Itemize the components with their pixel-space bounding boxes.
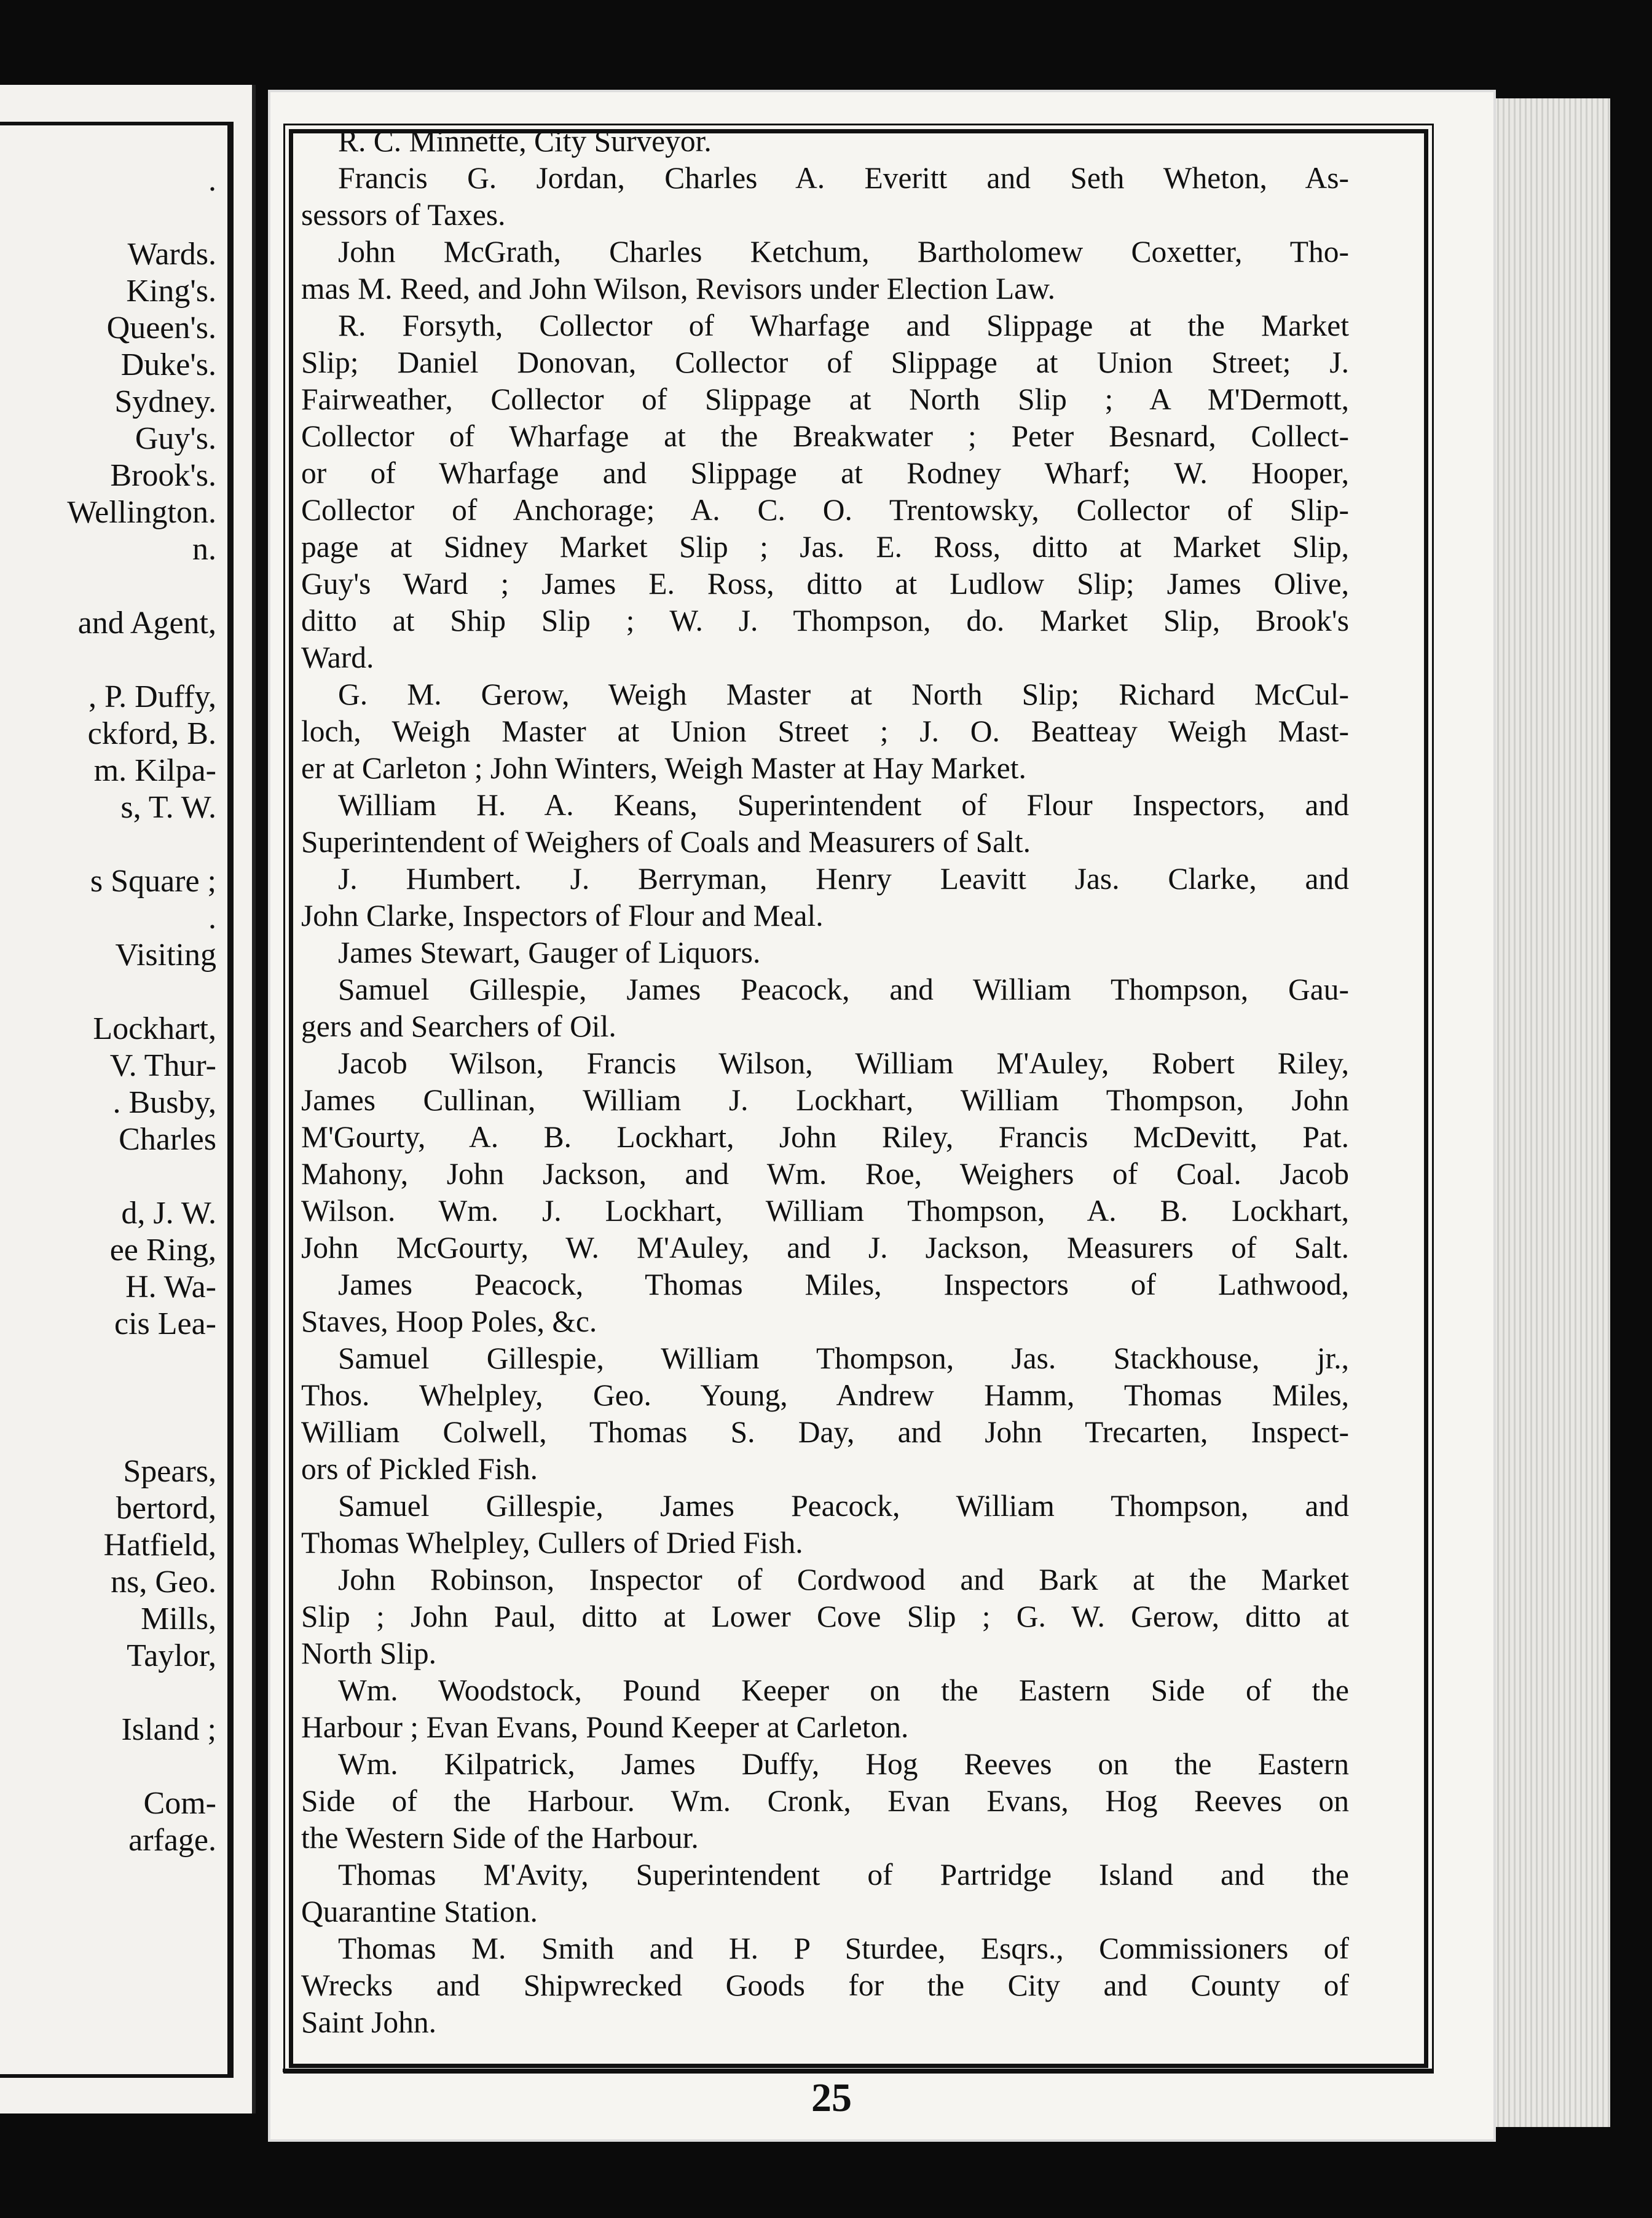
text-line: Thomas M. Smith and H. P Sturdee, Esqrs., Commissioners of bbox=[338, 1932, 1349, 1965]
text-line: Slip; Daniel Donovan, Collector of Slippage at Union Street; J. bbox=[301, 345, 1349, 379]
left-page-line: Brook's. bbox=[110, 458, 216, 493]
text-line: Jacob Wilson, Francis Wilson, William M'Auley, Robert Riley, bbox=[338, 1046, 1349, 1080]
text-line: loch, Weigh Master at Union Street ; J. O. Beatteay Weigh Mast- bbox=[301, 714, 1349, 748]
text-line: John Clarke, Inspectors of Flour and Meal. bbox=[301, 899, 824, 933]
text-line: John McGrath, Charles Ketchum, Bartholomew Coxetter, Tho- bbox=[338, 235, 1349, 269]
left-page-line: . bbox=[208, 901, 216, 936]
text-line: Superintendent of Weighers of Coals and Measurers of Salt. bbox=[301, 825, 1031, 859]
left-page-line: ns, Geo. bbox=[111, 1565, 216, 1600]
text-line: mas M. Reed, and John Wilson, Revisors under Election Law. bbox=[301, 272, 1056, 306]
left-page-line: H. Wa- bbox=[125, 1269, 216, 1304]
left-page-line: Queen's. bbox=[106, 310, 216, 345]
left-page-line: d, J. W. bbox=[121, 1196, 216, 1231]
text-line: Mahony, John Jackson, and Wm. Roe, Weighers of Coal. Jacob bbox=[301, 1157, 1349, 1191]
text-line: Francis G. Jordan, Charles A. Everitt and Seth Wheton, As- bbox=[338, 161, 1349, 195]
left-page-line: V. Thur- bbox=[109, 1048, 216, 1083]
left-page-line: bertord, bbox=[116, 1491, 216, 1526]
left-page-line: Taylor, bbox=[127, 1638, 216, 1673]
page-body-text bbox=[301, 123, 1349, 2041]
text-line: the Western Side of the Harbour. bbox=[301, 1821, 699, 1855]
text-line: Collector of Wharfage at the Breakwater ; Peter Besnard, Collect- bbox=[301, 419, 1349, 453]
text-line: North Slip. bbox=[301, 1636, 437, 1670]
text-line: Staves, Hoop Poles, &c. bbox=[301, 1304, 597, 1338]
page-number: 25 bbox=[811, 2075, 852, 2120]
text-line: G. M. Gerow, Weigh Master at North Slip; Richard McCul- bbox=[338, 677, 1349, 711]
text-line: James Peacock, Thomas Miles, Inspectors of Lathwood, bbox=[338, 1268, 1349, 1301]
left-page-line: King's. bbox=[126, 274, 216, 309]
text-line: Samuel Gillespie, James Peacock, William Thompson, and bbox=[338, 1489, 1349, 1523]
text-line: er at Carleton ; John Winters, Weigh Master at Hay Market. bbox=[301, 751, 1026, 785]
left-page-line: Visiting bbox=[115, 937, 216, 973]
text-line: John Robinson, Inspector of Cordwood and Bark at the Market bbox=[338, 1563, 1349, 1596]
left-page-line: Duke's. bbox=[120, 347, 216, 382]
left-page-text-block bbox=[0, 122, 234, 2078]
text-line: J. Humbert. J. Berryman, Henry Leavitt Jas. Clarke, and bbox=[338, 862, 1349, 896]
left-page-line: m. Kilpa- bbox=[93, 753, 216, 788]
text-line: Collector of Anchorage; A. C. O. Trentowsky, Collector of Slip- bbox=[301, 493, 1349, 527]
left-page-line: . bbox=[208, 163, 216, 198]
left-page-line: Wards. bbox=[127, 237, 216, 272]
text-line: Wm. Kilpatrick, James Duffy, Hog Reeves on the Eastern bbox=[338, 1747, 1349, 1781]
left-page-line: Lockhart, bbox=[93, 1011, 216, 1046]
left-page-line: s Square ; bbox=[90, 864, 216, 899]
text-line: Fairweather, Collector of Slippage at North Slip ; A M'Dermott, bbox=[301, 382, 1349, 416]
left-page-line: Hatfield, bbox=[103, 1528, 216, 1563]
text-line: ditto at Ship Slip ; W. J. Thompson, do. Market Slip, Brook's bbox=[301, 604, 1349, 637]
text-line: Slip ; John Paul, ditto at Lower Cove Slip ; G. W. Gerow, ditto at bbox=[301, 1600, 1349, 1633]
text-line: Thos. Whelpley, Geo. Young, Andrew Hamm, Thomas Miles, bbox=[301, 1378, 1349, 1412]
text-line: Saint John. bbox=[301, 2005, 437, 2039]
left-page-line: ee Ring, bbox=[109, 1233, 216, 1268]
left-page-line: , P. Duffy, bbox=[88, 679, 216, 714]
right-page bbox=[270, 92, 1493, 2139]
text-line: Wm. Woodstock, Pound Keeper on the Eastern Side of the bbox=[338, 1673, 1349, 1707]
text-line: sessors of Taxes. bbox=[301, 198, 506, 232]
text-line: Ward. bbox=[301, 641, 374, 674]
text-line: Samuel Gillespie, James Peacock, and William Thompson, Gau- bbox=[338, 973, 1349, 1006]
book-page-edges bbox=[1493, 98, 1610, 2127]
text-line: William Colwell, Thomas S. Day, and John Trecarten, Inspect- bbox=[301, 1415, 1349, 1449]
left-page-line: . Busby, bbox=[112, 1085, 216, 1120]
text-line: Quarantine Station. bbox=[301, 1895, 538, 1928]
left-page-line: n. bbox=[192, 532, 216, 567]
text-line: Samuel Gillespie, William Thompson, Jas. Stackhouse, jr., bbox=[338, 1341, 1349, 1375]
text-line: James Stewart, Gauger of Liquors. bbox=[338, 936, 761, 969]
left-page-line: arfage. bbox=[128, 1823, 216, 1858]
left-page-line: and Agent, bbox=[77, 606, 216, 641]
text-line: ors of Pickled Fish. bbox=[301, 1452, 538, 1486]
text-line: M'Gourty, A. B. Lockhart, John Riley, Francis McDevitt, Pat. bbox=[301, 1120, 1349, 1154]
left-page-line: s, T. W. bbox=[120, 790, 216, 825]
left-page-line: Sydney. bbox=[114, 384, 216, 419]
left-page-line: cis Lea- bbox=[114, 1306, 216, 1341]
text-line: gers and Searchers of Oil. bbox=[301, 1009, 616, 1043]
text-line: John McGourty, W. M'Auley, and J. Jackson, Measurers of Salt. bbox=[301, 1231, 1349, 1265]
text-line: William H. A. Keans, Superintendent of Flour Inspectors, and bbox=[338, 788, 1349, 822]
left-page-line: Com- bbox=[143, 1786, 216, 1821]
left-page-line: Wellington. bbox=[67, 495, 216, 530]
text-line: Wilson. Wm. J. Lockhart, William Thompson, A. B. Lockhart, bbox=[301, 1194, 1349, 1228]
left-page-line: Guy's. bbox=[135, 421, 216, 456]
left-page-line: Charles bbox=[119, 1122, 216, 1157]
text-line: Thomas Whelpley, Cullers of Dried Fish. bbox=[301, 1526, 803, 1560]
left-page-line: Mills, bbox=[141, 1601, 216, 1636]
text-line: Harbour ; Evan Evans, Pound Keeper at Carleton. bbox=[301, 1710, 909, 1744]
text-line: Wrecks and Shipwrecked Goods for the City and County of bbox=[301, 1968, 1349, 2002]
left-page-line: ckford, B. bbox=[87, 716, 216, 751]
text-line: R. Forsyth, Collector of Wharfage and Slippage at the Market bbox=[338, 309, 1349, 342]
text-line: page at Sidney Market Slip ; Jas. E. Ross, ditto at Market Slip, bbox=[301, 530, 1349, 564]
text-line: R. C. Minnette, City Surveyor. bbox=[338, 124, 712, 158]
left-page-line: Spears, bbox=[123, 1454, 216, 1489]
frame-bottom-rule bbox=[283, 2069, 1432, 2072]
text-line: Side of the Harbour. Wm. Cronk, Evan Evans, Hog Reeves on bbox=[301, 1784, 1349, 1818]
left-page-line: Island ; bbox=[121, 1712, 216, 1747]
text-line: or of Wharfage and Slippage at Rodney Wharf; W. Hooper, bbox=[301, 456, 1349, 490]
text-line: Thomas M'Avity, Superintendent of Partridge Island and the bbox=[338, 1858, 1349, 1892]
text-line: Guy's Ward ; James E. Ross, ditto at Ludlow Slip; James Olive, bbox=[301, 567, 1349, 601]
text-line: James Cullinan, William J. Lockhart, William Thompson, John bbox=[301, 1083, 1349, 1117]
left-facing-page bbox=[0, 85, 256, 2113]
